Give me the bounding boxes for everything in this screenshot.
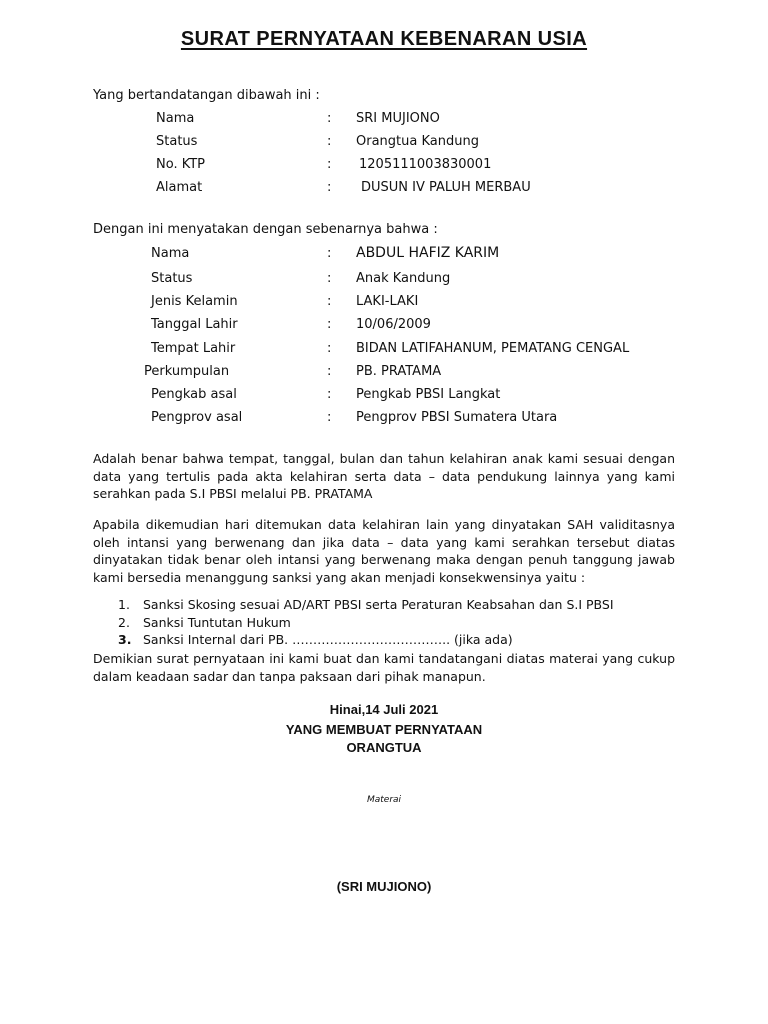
paragraph-sanctions-intro: Apabila dikemudian hari ditemukan data kelahiran lain yang dinyatakan SAH validitasnya oleh intansi yang berwenang dan jika data – data yang kami serahkan tersebut diatas dinyatakan tidak benar oleh intansi yang berwenang maka dengan penuh tanggung jawab kami bersedia menanggung sanksi yang akan menjadi konsekwensinya yaitu : xyxy=(93,517,675,585)
document-title xyxy=(0,28,768,51)
list-text: Sanksi Skosing sesuai AD/ART PBSI serta Peraturan Keabsahan dan S.I PBSI xyxy=(143,597,614,612)
signer-colon: : xyxy=(327,111,332,126)
list-text: Sanksi Internal dari PB. ……………………………….. (jika ada) xyxy=(143,632,513,647)
child-label-nama: Nama xyxy=(151,246,190,261)
paragraph-confirmation: Adalah benar bahwa tempat, tanggal, bulan dan tahun kelahiran anak kami sesuai dengan data yang tertulis pada akta kelahiran serta data – data pendukung lainnya yang kami serahkan pada S.I PBSI melalui PB. PRATAMA xyxy=(93,451,675,501)
list-item xyxy=(118,614,614,632)
signer-colon: : xyxy=(327,180,332,195)
signer-value-ktp: 1205111003830001 xyxy=(359,157,492,172)
child-colon: : xyxy=(327,294,332,309)
signer-colon: : xyxy=(327,157,332,172)
child-colon: : xyxy=(327,387,332,402)
child-label-status: Status xyxy=(151,271,193,286)
child-label-perkumpulan: Perkumpulan xyxy=(144,364,230,379)
place-date: Hinai,14 Juli 2021 xyxy=(329,702,439,717)
child-label-pengkab: Pengkab asal xyxy=(151,387,237,402)
signer-label-alamat: Alamat xyxy=(156,180,203,195)
child-value-tempat-lahir: BIDAN LATIFAHANUM, PEMATANG CENGAL xyxy=(356,341,630,356)
signer-title: YANG MEMBUAT PERNYATAAN xyxy=(285,722,483,737)
signer-colon: : xyxy=(327,134,332,149)
list-item xyxy=(118,596,614,614)
list-item xyxy=(118,631,614,649)
sanctions-list xyxy=(118,596,614,649)
signer-label-nama: Nama xyxy=(156,111,195,126)
list-number: 3. xyxy=(118,632,132,647)
list-number: 2. xyxy=(118,614,130,630)
signer-value-status: Orangtua Kandung xyxy=(356,134,479,149)
child-value-pengkab: Pengkab PBSI Langkat xyxy=(356,387,501,402)
child-colon: : xyxy=(327,364,332,379)
child-value-pengprov: Pengprov PBSI Sumatera Utara xyxy=(356,410,558,425)
list-text: Sanksi Tuntutan Hukum xyxy=(143,614,291,630)
child-value-tanggal-lahir: 10/06/2009 xyxy=(356,317,431,332)
child-colon: : xyxy=(327,410,332,425)
paragraph-closing: Demikian surat pernyataan ini kami buat dan kami tandatangani diatas materai yang cukup dalam keadaan sadar dan tanpa paksaan dari pihak manapun. xyxy=(93,651,675,684)
child-label-pengprov: Pengprov asal xyxy=(151,410,243,425)
list-number: 1. xyxy=(118,597,130,612)
intro-line: Yang bertandatangan dibawah ini : xyxy=(93,88,320,103)
child-colon: : xyxy=(327,271,332,286)
child-label-tempat-lahir: Tempat Lahir xyxy=(151,341,236,356)
child-value-perkumpulan: PB. PRATAMA xyxy=(356,364,442,379)
signer-value-nama: SRI MUJIONO xyxy=(356,111,440,126)
child-colon: : xyxy=(327,317,332,332)
child-label-jenis-kelamin: Jenis Kelamin xyxy=(151,294,238,309)
child-value-jenis-kelamin: LAKI-LAKI xyxy=(356,294,419,309)
signer-value-alamat: DUSUN IV PALUH MERBAU xyxy=(361,180,531,195)
child-label-tanggal-lahir: Tanggal Lahir xyxy=(151,317,238,332)
child-colon: : xyxy=(327,341,332,356)
signer-label-status: Status xyxy=(156,134,198,149)
signature-name: (SRI MUJIONO) xyxy=(336,879,432,894)
signer-role: ORANGTUA xyxy=(346,740,422,755)
statement-intro: Dengan ini menyatakan dengan sebenarnya bahwa : xyxy=(93,222,438,237)
title-text: SURAT PERNYATAAN KEBENARAN USIA xyxy=(180,28,588,50)
child-value-status: Anak Kandung xyxy=(356,271,451,286)
child-value-nama: ABDUL HAFIZ KARIM xyxy=(356,245,500,261)
signer-label-ktp: No. KTP xyxy=(156,157,206,172)
materai-stamp-label: Materai xyxy=(366,795,402,805)
child-colon: : xyxy=(327,246,332,261)
